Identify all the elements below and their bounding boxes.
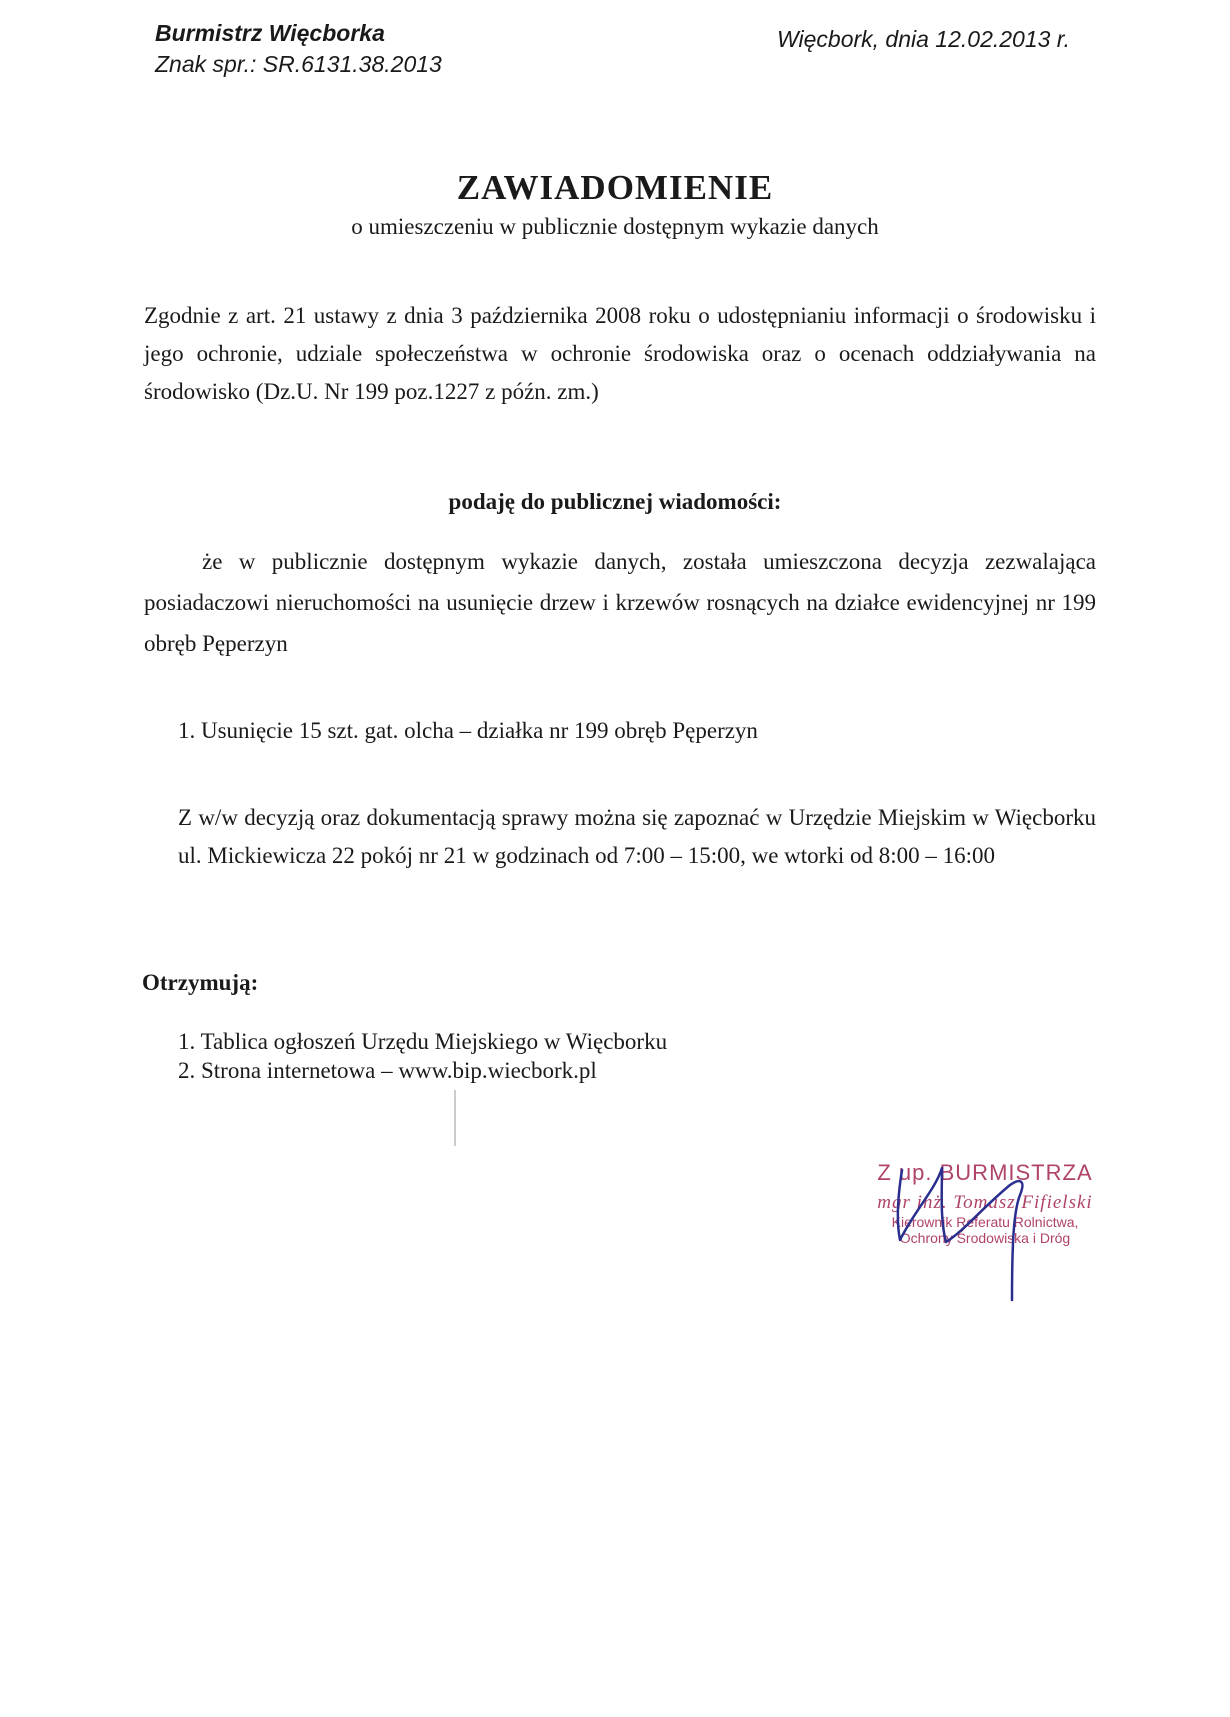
- recipient-item: 2. Strona internetowa – www.bip.wiecbork.pl: [178, 1058, 597, 1083]
- decision-item: 1. Usunięcie 15 szt. gat. olcha – działka nr 199 obręb Pęperzyn: [178, 718, 758, 743]
- legal-basis-paragraph: Zgodnie z art. 21 ustawy z dnia 3 października 2008 roku o udostępnianiu informacji o środowisku i jego ochronie, udziale społeczeństwa w ochronie środowiska oraz o ocenach oddziaływania na środowisko (Dz.U. Nr 199 poz.1227 z późn. zm.): [144, 303, 1096, 404]
- recipients-list: [178, 1027, 667, 1085]
- decision-paragraph: że w publicznie dostępnym wykazie danych, została umieszczona decyzja zezwalająca posiadaczowi nieruchomości na usunięcie drzew i krzewów rosnących na działce ewidencyjnej nr 199 obręb Pęperzyn: [144, 549, 1096, 656]
- scan-artifact: [452, 1090, 458, 1150]
- handwritten-signature: [880, 1150, 1060, 1330]
- announcement-line: podaję do publicznej wiadomości:: [448, 489, 782, 514]
- stamp-authority: Z up. BURMISTRZA: [877, 1160, 1093, 1185]
- document-title: ZAWIADOMIENIE: [456, 168, 774, 207]
- recipient-item: 1. Tablica ogłoszeń Urzędu Miejskiego w Więcborku: [178, 1029, 668, 1054]
- stamp-position-line2: Ochrony Środowiska i Dróg: [899, 1230, 1071, 1246]
- stamp-name: mgr inż. Tomasz Fifielski: [877, 1192, 1093, 1213]
- place-and-date: Więcbork, dnia 12.02.2013 r.: [777, 26, 1071, 52]
- recipients-heading: Otrzymują:: [142, 970, 259, 995]
- case-reference: Znak spr.: SR.6131.38.2013: [155, 51, 442, 77]
- info-paragraph: Z w/w decyzją oraz dokumentacją sprawy można się zapoznać w Urzędzie Miejskim w Więcborku ul. Mickiewicza 22 pokój nr 21 w godzinach od 7:00 – 15:00, we wtorki od 8:00 – 16:00: [178, 805, 1096, 868]
- document-subtitle: o umieszczeniu w publicznie dostępnym wykazie danych: [351, 214, 879, 239]
- stamp-position-line1: Kierownik Referatu Rolnictwa,: [891, 1214, 1079, 1230]
- issuer-name: Burmistrz Więcborka: [155, 20, 385, 46]
